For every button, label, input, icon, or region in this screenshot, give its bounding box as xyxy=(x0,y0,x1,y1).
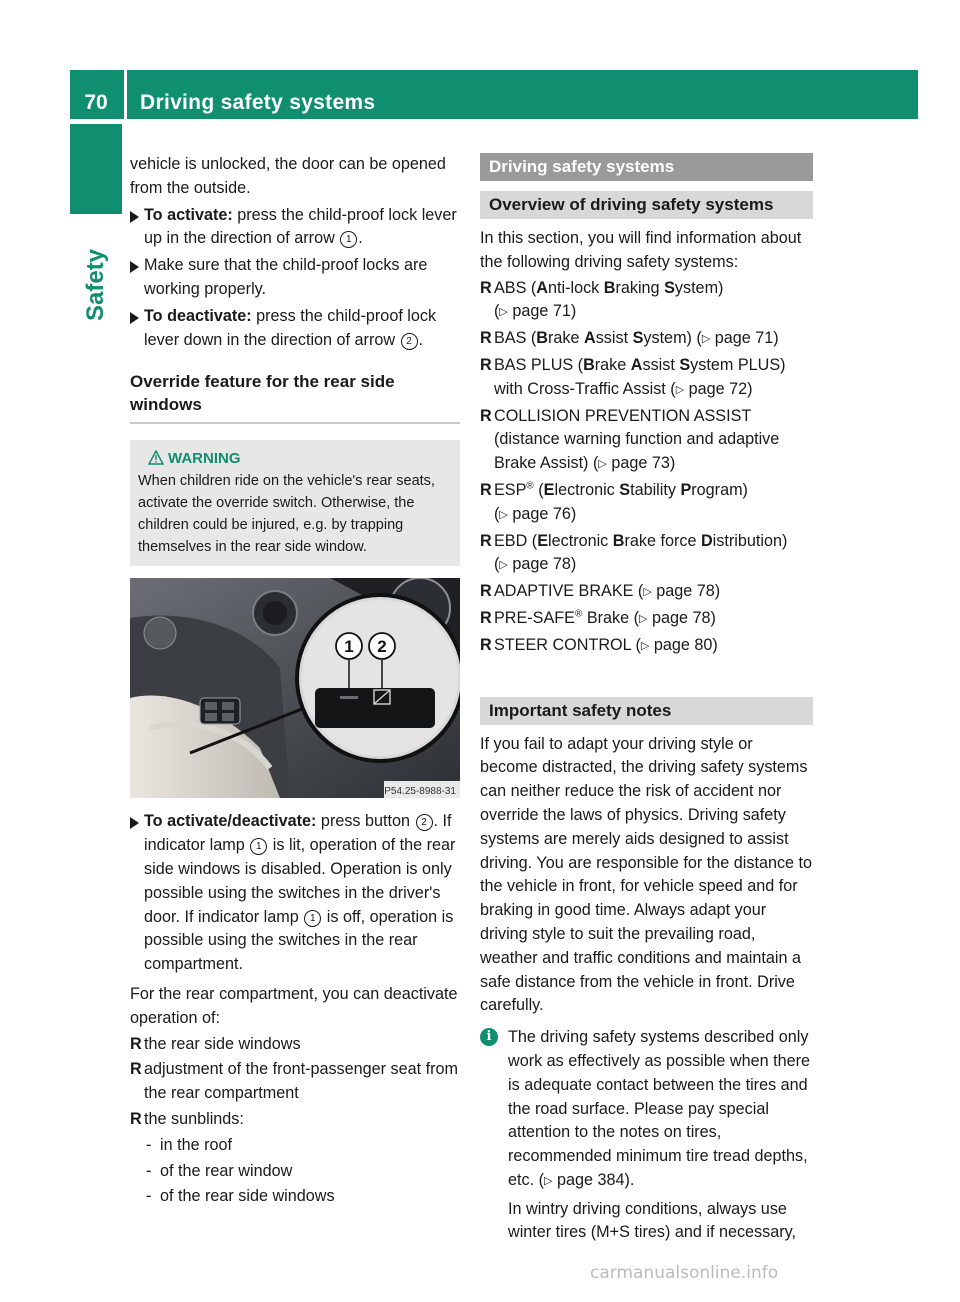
list-item-steer-control: R STEER CONTROL (▷ page 80) xyxy=(480,635,718,654)
side-color-block xyxy=(70,124,122,214)
page-ref-link[interactable]: page 71) xyxy=(714,329,779,348)
page-ref-link[interactable]: page 80) xyxy=(653,635,718,654)
page-ref-icon: ▷ xyxy=(639,612,648,625)
chapter-title: Driving safety systems xyxy=(140,91,376,114)
list-item-abs: R ABS (Anti-lock Braking System) (▷ page 71) xyxy=(480,278,724,321)
callout-2-icon: 2 xyxy=(401,333,418,350)
intro-text: vehicle is unlocked, the door can be opened from the outside. xyxy=(130,155,446,197)
figure-callout-2: 2 xyxy=(377,637,387,657)
figure-code: P54.25-8988-31 xyxy=(384,786,456,798)
watermark: carmanualsonline.info xyxy=(590,1263,779,1283)
list-item-ebd: R EBD (Electronic Brake force Distribution) (▷ page 78) xyxy=(480,531,788,574)
instruction-make-sure: Make sure that the child-proof locks are working properly. xyxy=(130,254,460,302)
page-ref-icon: ▷ xyxy=(499,559,508,572)
override-switch-figure xyxy=(130,578,460,798)
callout-1-icon: 1 xyxy=(250,838,267,855)
right-column xyxy=(480,153,813,1245)
sub-list-item: - in the roof xyxy=(146,1135,232,1154)
overview-header: Overview of driving safety systems xyxy=(480,191,813,219)
page-ref-link[interactable]: page 76) xyxy=(512,504,577,523)
page-ref-icon: ▷ xyxy=(675,383,685,396)
page-number: 70 xyxy=(84,91,108,114)
instruction-arrow-icon xyxy=(130,211,139,223)
important-notes-text: If you fail to adapt your driving style or become distracted, the driving safety systems can neither reduce the risk of accident nor override the laws of physics. Driving safety systems are merely aids designed to assist driving. You are responsible for the distance to the vehicle in front, for vehicle speed and for braking in good time. Always adapt your driving style to suit the prevailing road, weather and traffic conditions and maintain a safe distance from the vehicle in front. Drive carefully. xyxy=(480,734,813,1015)
list-item-collision-prevention: R COLLISION PREVENTION ASSIST (distance warning function and adaptive Brake Assist) (▷ page 73) xyxy=(480,406,780,473)
page-ref-icon: ▷ xyxy=(643,586,652,599)
list-item-bas-plus: R BAS PLUS (Brake Assist System PLUS) with Cross-Traffic Assist (▷ page 72) xyxy=(480,355,786,398)
instruction-arrow-icon xyxy=(130,261,139,273)
figure-callout-1: 1 xyxy=(344,637,354,657)
list-item-pre-safe: R PRE-SAFE® Brake (▷ page 78) xyxy=(480,608,716,627)
info-note: i The driving safety systems described only work as effectively as possible when there is adequate contact between the tires and the road surface. Please pay special attention to the notes on tires, recommended minimum tire tread depths, etc. (▷ page 384). In wintry driving conditions, always use winter tires (M+S tires) and if necessary, xyxy=(480,1026,813,1245)
page-ref-link[interactable]: page 78) xyxy=(652,608,716,627)
sub-list-item: - of the rear side windows xyxy=(146,1187,335,1206)
callout-1-icon: 1 xyxy=(304,910,321,927)
left-column xyxy=(130,153,460,1209)
page-ref-link[interactable]: page 72) xyxy=(688,379,753,398)
page-ref-link[interactable]: page 78) xyxy=(512,555,577,574)
header-divider xyxy=(124,70,127,119)
page-ref-icon: ▷ xyxy=(543,1174,553,1187)
page-ref-icon: ▷ xyxy=(598,458,607,471)
page-ref-icon: ▷ xyxy=(640,639,650,652)
sub-list-item: - of the rear window xyxy=(146,1161,293,1180)
overview-intro: In this section, you will find information about the following driving safety systems: xyxy=(480,229,802,271)
important-notes-header: Important safety notes xyxy=(480,697,813,725)
warning-text: When children ride on the vehicle's rear seats, activate the override switch. Otherwise, the children could be injured, e.g. by trapping themselves in the rear side window. xyxy=(138,473,435,556)
page-ref-icon: ▷ xyxy=(499,306,508,319)
deactivate-operation-text: For the rear compartment, you can deactivate operation of: xyxy=(130,984,458,1027)
page-ref-link[interactable]: page 73) xyxy=(611,454,676,473)
side-tab-safety: Safety xyxy=(82,248,109,321)
list-item: R adjustment of the front-passenger seat from the rear compartment xyxy=(130,1060,459,1103)
info-icon: i xyxy=(480,1028,498,1046)
list-item-esp: R ESP® (Electronic Stability Program) (▷ page 76) xyxy=(480,480,748,523)
warning-title: WARNING xyxy=(168,450,241,468)
section-header: Driving safety systems xyxy=(480,153,813,181)
page-ref-link[interactable]: page 78) xyxy=(656,582,721,601)
instruction-activate: To activate: press the child-proof lock lever up in the direction of arrow 1 . xyxy=(130,204,460,252)
callout-1-icon: 1 xyxy=(340,231,357,248)
page-ref-icon: ▷ xyxy=(701,333,711,346)
page-ref-link[interactable]: page 71) xyxy=(512,302,577,321)
override-heading: Override feature for the rear side windows xyxy=(130,370,460,424)
instruction-activate-deactivate: To activate/deactivate: press button 2 . If indicator lamp 1 is lit, operation of the rear side windows is disabled. Operation is only possible using the switches in the driver's door. If indicator lamp 1 is off, operation is possible using the switches in the rear compartment. xyxy=(130,810,460,977)
callout-2-icon: 2 xyxy=(416,814,433,831)
instruction-deactivate: To deactivate: press the child-proof lock lever down in the direction of arrow 2 . xyxy=(130,305,460,353)
instruction-arrow-icon xyxy=(130,817,139,829)
list-item: R the rear side windows xyxy=(130,1034,301,1053)
page-ref-icon: ▷ xyxy=(499,508,508,521)
list-item-adaptive-brake: R ADAPTIVE BRAKE (▷ page 78) xyxy=(480,582,721,601)
page-ref-link[interactable]: page 384). xyxy=(556,1170,635,1189)
list-item: R the sunblinds: xyxy=(130,1109,244,1128)
warning-triangle-icon xyxy=(148,450,164,465)
instruction-arrow-icon xyxy=(130,312,139,324)
warning-box xyxy=(130,440,460,566)
door-panel-illustration xyxy=(130,578,460,798)
list-item-bas: R BAS (Brake Assist System) (▷ page 71) xyxy=(480,329,779,348)
